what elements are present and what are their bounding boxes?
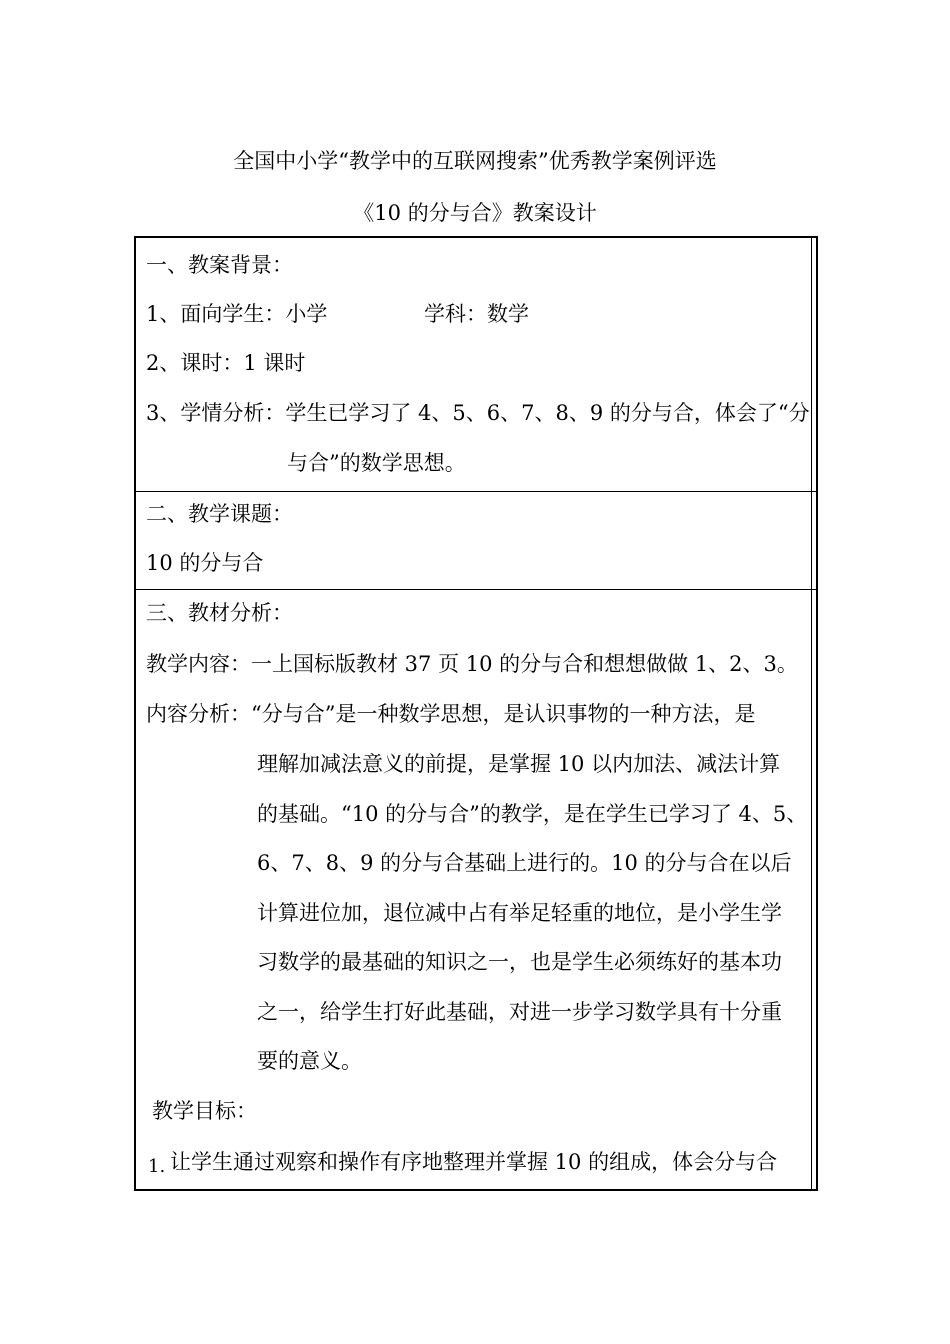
analysis-line: 6、7、8、9 的分与合基础上进行的。10 的分与合在以后 xyxy=(257,851,792,875)
teaching-content: 教学内容：一上国标版教材 37 页 10 的分与合和想想做做 1、2、3。 xyxy=(146,652,798,676)
document-subtitle: 《10 的分与合》教案设计 xyxy=(353,201,597,225)
analysis-line: 的基础。“10 的分与合”的教学，是在学生已学习了 4、5、 xyxy=(257,802,808,826)
class-hours: 2、课时：1 课时 xyxy=(146,351,306,375)
analysis-line: 计算进位加，退位减中占有举足轻重的地位，是小学生学 xyxy=(257,901,782,925)
subject-label: 学科：数学 xyxy=(424,302,529,326)
goal1-number: 1. xyxy=(148,1156,166,1177)
section-divider xyxy=(136,491,816,492)
goal1-text: 让学生通过观察和操作有序地整理并掌握 10 的组成，体会分与合 xyxy=(170,1150,778,1174)
section-divider xyxy=(136,589,816,590)
analysis-line: 习数学的最基础的知识之一，也是学生必须练好的基本功 xyxy=(257,950,782,974)
section2-heading: 二、教学课题： xyxy=(146,502,293,526)
analysis-line: 要的意义。 xyxy=(257,1049,362,1073)
section3-heading: 三、教材分析： xyxy=(146,601,293,625)
document-title: 全国中小学“教学中的互联网搜索”优秀教学案例评选 xyxy=(233,149,717,173)
audience-label: 1、面向学生：小学 xyxy=(146,302,328,326)
lesson-topic: 10 的分与合 xyxy=(146,551,264,575)
section1-heading: 一、教案背景： xyxy=(146,253,293,277)
student-analysis-line2: 与合”的数学思想。 xyxy=(287,451,466,475)
analysis-line: 内容分析：“分与合”是一种数学思想，是认识事物的一种方法，是 xyxy=(146,702,756,726)
lesson-plan-table xyxy=(134,236,818,1191)
analysis-line: 理解加减法意义的前提，是掌握 10 以内加法、减法计算 xyxy=(257,752,781,776)
goals-heading: 教学目标： xyxy=(152,1099,257,1123)
analysis-line: 之一，给学生打好此基础，对进一步学习数学具有十分重 xyxy=(257,1000,782,1024)
student-analysis-line1: 3、学情分析：学生已学习了 4、5、6、7、8、9 的分与合，体会了“分 xyxy=(146,401,810,425)
